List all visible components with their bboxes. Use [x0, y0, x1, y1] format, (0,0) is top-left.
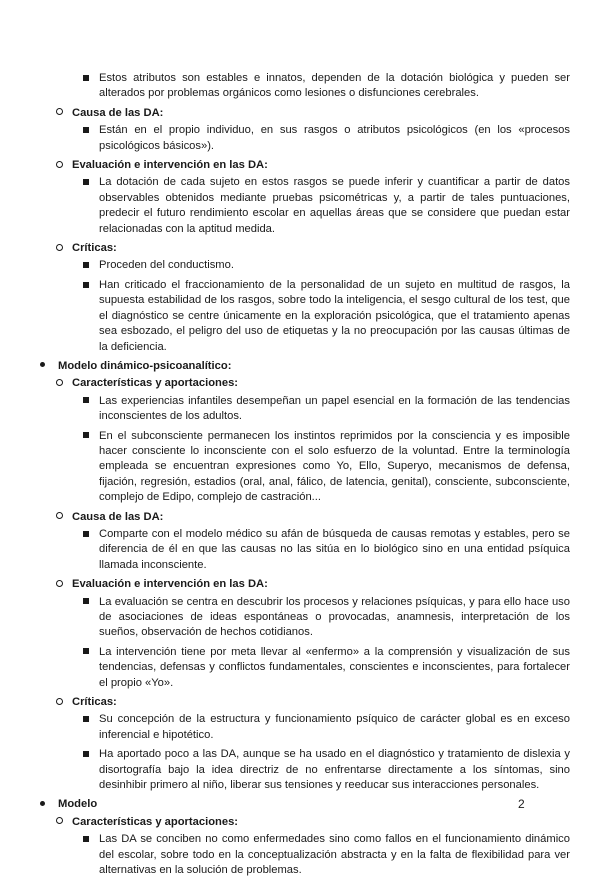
bullet-circle-icon	[53, 106, 65, 121]
bullet-circle-icon	[53, 241, 65, 256]
bullet-square-icon	[80, 258, 92, 273]
outline-item-text: Modelo dinámico-psicoanalítico:	[58, 359, 232, 372]
outline-item-level3	[0, 258, 600, 273]
outline-item-text: Evaluación e intervención en las DA:	[72, 159, 268, 172]
outline-item-level3	[0, 645, 600, 691]
bullet-square-icon	[80, 175, 92, 190]
outline-item-level1	[0, 797, 600, 812]
bullet-circle-icon	[53, 577, 65, 592]
outline-item-text: Han criticado el fraccionamiento de la personalidad de un sujeto en multitud de rasgos, la supuesta estabilidad de los rasgos, sobre todo la inteligencia, el sesgo cultural de los test, que el diagnóstico se centre únicamente en la exploración psicológica, que el tratamiento apenas sea esbozado, el peligro del uso de etiquetas y la no preocupación por las causas últimas de la deficiencia.	[99, 278, 570, 353]
outline-item-level3	[0, 123, 600, 154]
outline-item-text: Características y aportaciones:	[72, 815, 239, 828]
bullet-circle-icon	[53, 510, 65, 525]
outline-item-text: Comparte con el modelo médico su afán de búsqueda de causas remotas y estables, pero se diferencia de él en que las causas no las sitúa en lo biológico sino en una entidad psíquica llamada inconsciente.	[99, 527, 570, 571]
outline-item-level3	[0, 429, 600, 506]
outline-item-text: Causa de las DA:	[72, 510, 164, 523]
outline-item-level3	[0, 747, 600, 793]
outline-item-text: Evaluación e intervención en las DA:	[72, 578, 268, 591]
outline-item-text: Causa de las DA:	[72, 106, 164, 119]
outline-item-level3	[0, 175, 600, 237]
bullet-square-icon	[80, 123, 92, 138]
outline-item-text: Su concepción de la estructura y funcionamiento psíquico de carácter global es en exceso inferencial e hipotético.	[99, 713, 570, 741]
bullet-square-icon	[80, 712, 92, 727]
bullet-disc-icon	[36, 359, 48, 374]
bullet-circle-icon	[53, 815, 65, 830]
bullet-circle-icon	[53, 695, 65, 710]
outline-item-text: Características y aportaciones:	[72, 377, 239, 390]
outline-item-text: En el subconsciente permanecen los instintos reprimidos por la consciencia y es imposible hacer consciente lo inconsciente con el solo esfuerzo de la voluntad. Entre la terminología empleada se encuentran expresiones como Yo, Ello, Superyo, mecanismos de defensa, fijación, regresión, estadios (oral, anal, fálico, de latencia, genital), consciente, subconsciente, complejo de Edipo, complejo de castración...	[99, 429, 570, 504]
outline-item-level2	[0, 241, 600, 256]
outline-list	[0, 71, 600, 883]
outline-item-text: La evaluación se centra en descubrir los procesos y relaciones psíquicas, y para ello hace uso de asociaciones de ideas espontáneas o provocadas, anamnesis, interpretación de los sueños, observación de hechos cotidianos.	[99, 595, 570, 639]
bullet-square-icon	[80, 747, 92, 762]
outline-item-text: Críticas:	[72, 696, 117, 709]
outline-item-text: Críticas:	[72, 242, 117, 255]
outline-item-text: Las DA se conciben no como enfermedades sino como fallos en el funcionamiento dinámico del escolar, sobre todo en la conceptualización abstracta y en la falta de flexibilidad para ver alternativas en la solución de problemas.	[99, 833, 570, 877]
bullet-square-icon	[80, 71, 92, 86]
outline-item-level3	[0, 527, 600, 573]
outline-item-level2	[0, 106, 600, 121]
bullet-circle-icon	[53, 376, 65, 391]
outline-item-level2	[0, 510, 600, 525]
outline-item-level2	[0, 376, 600, 391]
outline-item-level3	[0, 595, 600, 641]
outline-item-level3	[0, 71, 600, 102]
outline-item-level2	[0, 815, 600, 830]
outline-item-text: Modelo	[58, 798, 98, 811]
outline-item-text: Están en el propio individuo, en sus rasgos o atributos psicológicos (en los «procesos psicológicos básicos»).	[99, 124, 570, 152]
outline-item-text: Ha aportado poco a las DA, aunque se ha usado en el diagnóstico y tratamiento de dislexia y disortografía bajo la idea directriz de no enfrentarse directamente a los síntomas, sino desinhibir primero al niño, liberar sus tensiones y reeducar sus interacciones personales.	[99, 748, 570, 792]
outline-item-level3	[0, 394, 600, 425]
bullet-circle-icon	[53, 158, 65, 173]
bullet-square-icon	[80, 645, 92, 660]
page-number: 2	[518, 797, 525, 811]
outline-item-level3	[0, 832, 600, 878]
bullet-square-icon	[80, 595, 92, 610]
outline-item-text: La dotación de cada sujeto en estos rasgos se puede inferir y cuantificar a partir de datos observables obtenidos mediante pruebas psicométricas y, a partir de tales puntuaciones, predecir el futuro rendimiento escolar en aquellas áreas que se considere que puedan estar relacionadas con la aptitud medida.	[99, 176, 570, 235]
outline-item-level2	[0, 695, 600, 710]
bullet-square-icon	[80, 278, 92, 293]
outline-item-level2	[0, 577, 600, 592]
bullet-square-icon	[80, 527, 92, 542]
outline-item-text: Las experiencias infantiles desempeñan un papel esencial en la formación de las tendencias inconscientes de los adultos.	[99, 394, 570, 423]
outline-item-level1	[0, 359, 600, 374]
bullet-square-icon	[80, 429, 92, 444]
outline-item-text: Proceden del conductismo.	[99, 259, 234, 272]
outline-item-level3	[0, 278, 600, 355]
bullet-square-icon	[80, 832, 92, 847]
outline-item-level3	[0, 712, 600, 743]
outline-item-text: Estos atributos son estables e innatos, dependen de la dotación biológica y pueden ser alterados por problemas orgánicos como lesiones o disfunciones cerebrales.	[99, 72, 570, 100]
bullet-disc-icon	[36, 797, 48, 812]
outline-item-level2	[0, 158, 600, 173]
outline-item-text: La intervención tiene por meta llevar al «enfermo» a la comprensión y visualización de sus tendencias, defensas y conflictos fundamentales, conscientes e inconscientes, para fortalecer el propio «Yo».	[99, 645, 570, 689]
bullet-square-icon	[80, 394, 92, 409]
